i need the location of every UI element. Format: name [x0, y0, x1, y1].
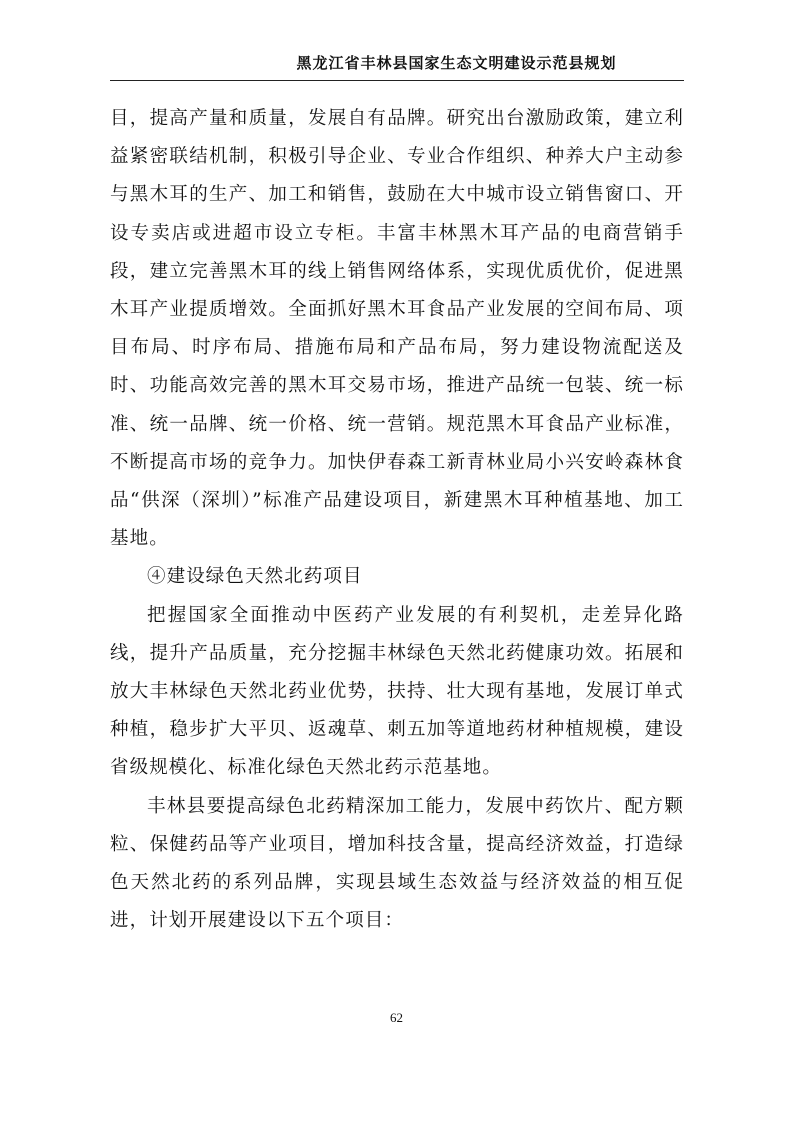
body-text	[110, 100, 684, 940]
paragraph-deep-processing-plan: 丰林县要提高绿色北药精深加工能力，发展中药饮片、配方颗粒、保健药品等产业项目，增加科技含量，提高经济效益，打造绿色天然北药的系列品牌，实现县域生态效益与经济效益的相互促进，计划开展建设以下五个项目：	[110, 795, 684, 932]
paragraph-northern-medicine-strategy: 把握国家全面推动中医药产业发展的有利契机，走差异化路线，提升产品质量，充分挖掘丰林绿色天然北药健康功效。拓展和放大丰林绿色天然北药业优势，扶持、壮大现有基地，发展订单式种植，稳步扩大平贝、返魂草、刺五加等道地药材种植规模，建设省级规模化、标准化绿色天然北药示范基地。	[110, 604, 684, 779]
header-divider	[110, 80, 684, 81]
page-number: 62	[390, 1010, 403, 1025]
paragraph-continuation: 目，提高产量和质量，发展自有品牌。研究出台激励政策，建立利益紧密联结机制，积极引导企业、专业合作组织、种养大户主动参与黑木耳的生产、加工和销售，鼓励在大中城市设立销售窗口、开设专卖店或进超市设立专柜。丰富丰林黑木耳产品的电商营销手段，建立完善黑木耳的线上销售网络体系，实现优质优价，促进黑木耳产业提质增效。全面抓好黑木耳食品产业发展的空间布局、项目布局、时序布局、措施布局和产品布局，努力建设物流配送及时、功能高效完善的黑木耳交易市场，推进产品统一包装、统一标准、统一品牌、统一价格、统一营销。规范黑木耳食品产业标准，不断提高市场的竞争力。加快伊春森工新青林业局小兴安岭森林食品“供深（深圳）”标准产品建设项目，新建黑木耳种植基地、加工基地。	[110, 108, 684, 550]
section-heading-green-northern-medicine: ④建设绿色天然北药项目	[147, 566, 363, 588]
running-header-title: 黑龙江省丰林县国家生态文明建设示范县规划	[296, 54, 617, 72]
